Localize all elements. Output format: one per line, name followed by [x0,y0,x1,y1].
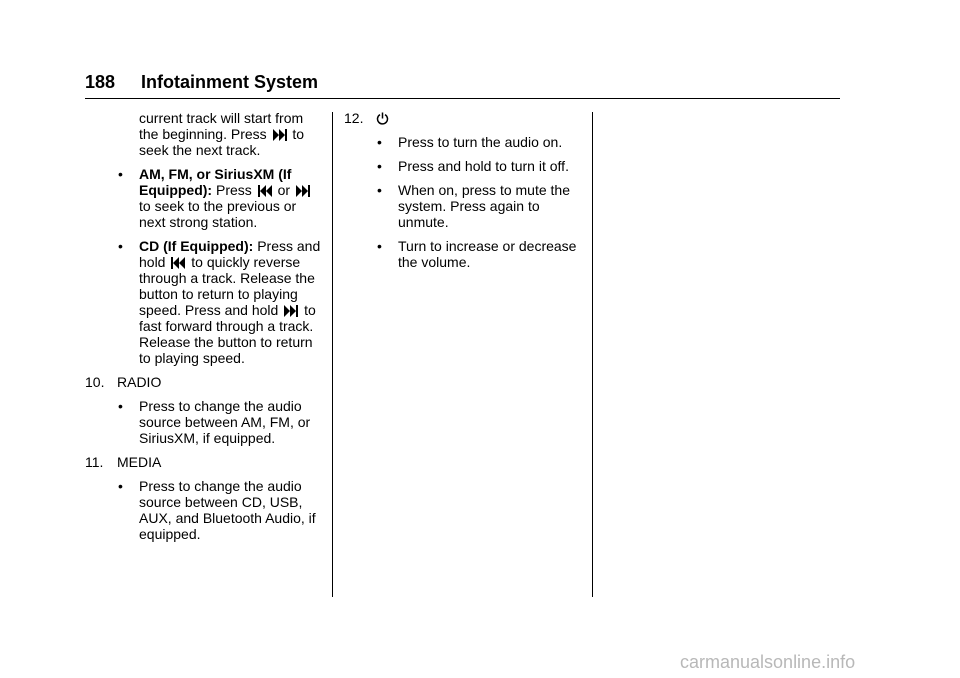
column-divider-right [592,112,593,597]
list-item-radio: 10. RADIO [85,374,162,390]
column-2 [344,110,584,278]
page-header [85,72,318,93]
list-item-media: 11. MEDIA [85,454,162,470]
seek-forward-icon [284,305,298,317]
page-number: 188 [85,72,116,92]
bullet-cd: • CD (If Equipped): Press and hold to quickly reverse through a track. Release the button to return to playing speed. Press and hold to fast forward through a track. Release the button to return to playing speed. [118,238,321,366]
power-icon [376,112,389,125]
bullet-volume: • Turn to increase or decrease the volume. [377,238,577,270]
bullet-am-fm: • AM, FM, or SiriusXM (If Equipped): Press or to seek to the previous or next strong station. [85,166,325,230]
seek-forward-icon [273,129,287,141]
bullet-power-on: • Press to turn the audio on. [377,134,563,150]
bullet-mute: • When on, press to mute the system. Press again to unmute. [377,182,570,230]
seek-back-icon [258,185,272,197]
column-divider-left [332,112,333,597]
bullet-radio: • Press to change the audio source between AM, FM, or SiriusXM, if equipped. [118,398,311,446]
bullet-power-off: • Press and hold to turn it off. [377,158,569,174]
intro-paragraph: current track will start from the beginning. Press to seek the next track. [139,110,305,158]
seek-forward-icon [296,185,310,197]
header-rule [85,98,840,99]
list-item-power: 12. [344,110,584,126]
seek-back-icon [171,257,185,269]
section-title: Infotainment System [141,72,319,92]
column-1 [85,110,325,550]
watermark: carmanualsonline.info [680,652,856,672]
bullet-media: • Press to change the audio source between CD, USB, AUX, and Bluetooth Audio, if equipped. [118,478,316,542]
